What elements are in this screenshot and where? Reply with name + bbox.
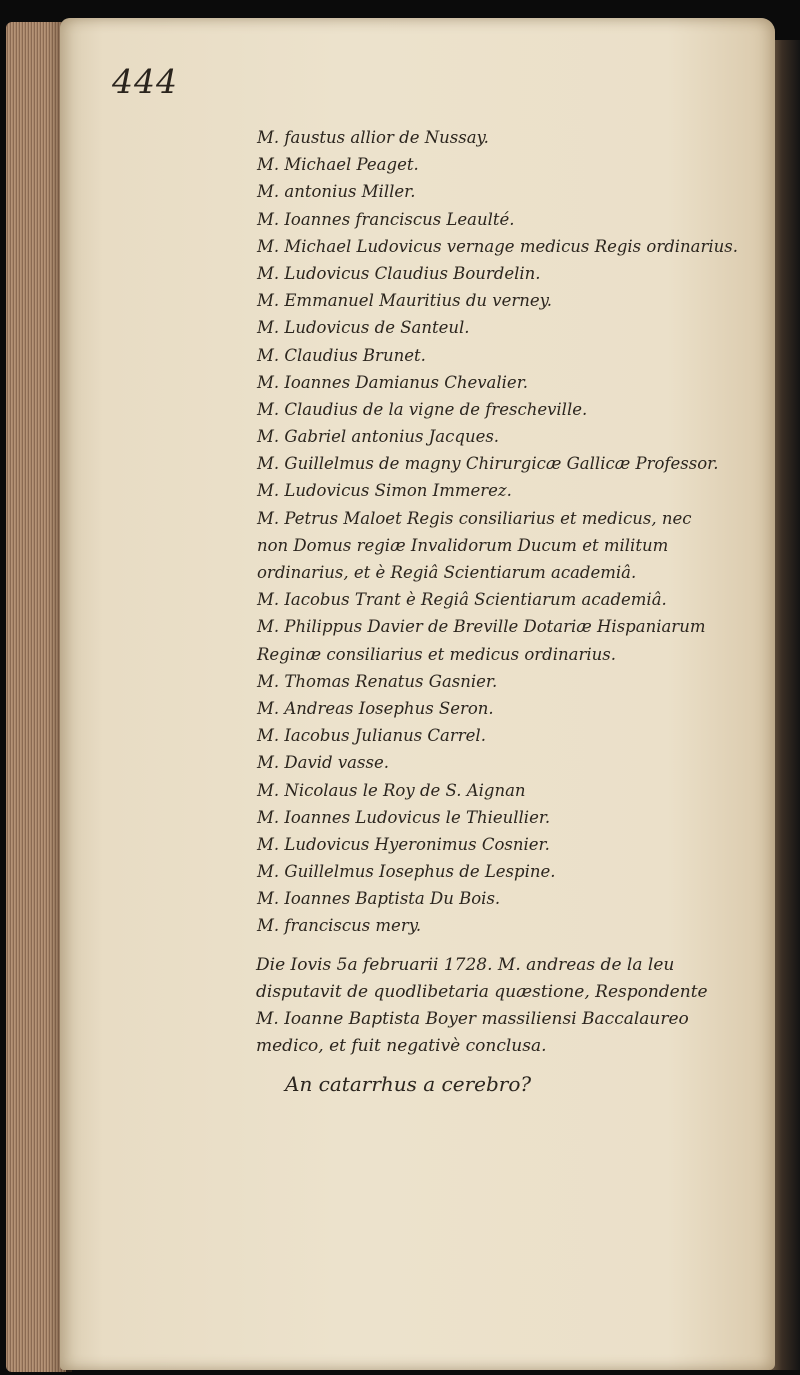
name-line: M. Ludovicus Simon Immerez. [257, 481, 512, 501]
entry-line: medico, et fuit negativè conclusa. [256, 1036, 547, 1056]
name-line: M. faustus allior de Nussay. [257, 128, 489, 147]
name-list [257, 124, 738, 940]
name-line: M. antonius Miller. [257, 182, 416, 202]
name-line: ordinarius, et è Regiâ Scientiarum academiâ. [257, 563, 637, 582]
entry-line: Die Iovis 5a februarii 1728. M. andreas de la leu [256, 955, 675, 975]
name-line: M. Gabriel antonius Jacques. [257, 427, 500, 447]
name-line: M. Ioannes Baptista Du Bois. [257, 889, 501, 909]
name-line: M. Guillelmus de magny Chirurgicæ Gallicæ Professor. [257, 454, 719, 474]
name-line: M. Emmanuel Mauritius du verney. [257, 291, 553, 311]
name-line: M. Thomas Renatus Gasnier. [257, 671, 498, 691]
name-line: M. Ludovicus Hyeronimus Cosnier. [257, 834, 550, 854]
name-line: M. Claudius Brunet. [257, 345, 426, 365]
name-line: non Domus regiæ Invalidorum Ducum et militum [257, 535, 669, 555]
name-line: M. Iacobus Trant è Regiâ Scientiarum academiâ. [257, 590, 667, 610]
page-number: 444 [112, 62, 178, 101]
entry-line: disputavit de quodlibetaria quæstione, Respondente [256, 982, 708, 1002]
name-line: M. Philippus Davier de Breville Dotariæ Hispaniarum [257, 617, 706, 637]
name-line: M. Iacobus Julianus Carrel. [257, 726, 486, 746]
name-line: M. Ludovicus de Santeul. [257, 318, 470, 338]
name-line: M. Ioannes Ludovicus le Thieullier. [257, 807, 551, 827]
name-line: M. Ioannes franciscus Leaulté. [257, 209, 515, 229]
name-line: M. Michael Peaget. [257, 155, 419, 175]
disputation-entry [256, 952, 708, 1060]
name-line: M. David vasse. [257, 753, 389, 773]
manuscript-page [60, 18, 775, 1370]
name-line: M. franciscus mery. [257, 916, 422, 936]
name-line: M. Ioannes Damianus Chevalier. [257, 372, 529, 392]
name-line: M. Ludovicus Claudius Bourdelin. [257, 263, 541, 283]
disputation-question: An catarrhus a cerebro? [285, 1072, 532, 1096]
name-line: M. Claudius de la vigne de frescheville. [257, 399, 588, 419]
name-line: M. Petrus Maloet Regis consiliarius et medicus, nec [257, 508, 692, 528]
name-line: M. Nicolaus le Roy de S. Aignan [257, 780, 526, 800]
name-line: M. Andreas Iosephus Seron. [257, 698, 494, 718]
name-line: M. Guillelmus Iosephus de Lespine. [257, 862, 556, 882]
name-line: M. Michael Ludovicus vernage medicus Regis ordinarius. [257, 236, 739, 256]
entry-line: M. Ioanne Baptista Boyer massiliensi Baccalaureo [256, 1009, 689, 1029]
name-line: Reginæ consiliarius et medicus ordinarius. [257, 644, 616, 664]
